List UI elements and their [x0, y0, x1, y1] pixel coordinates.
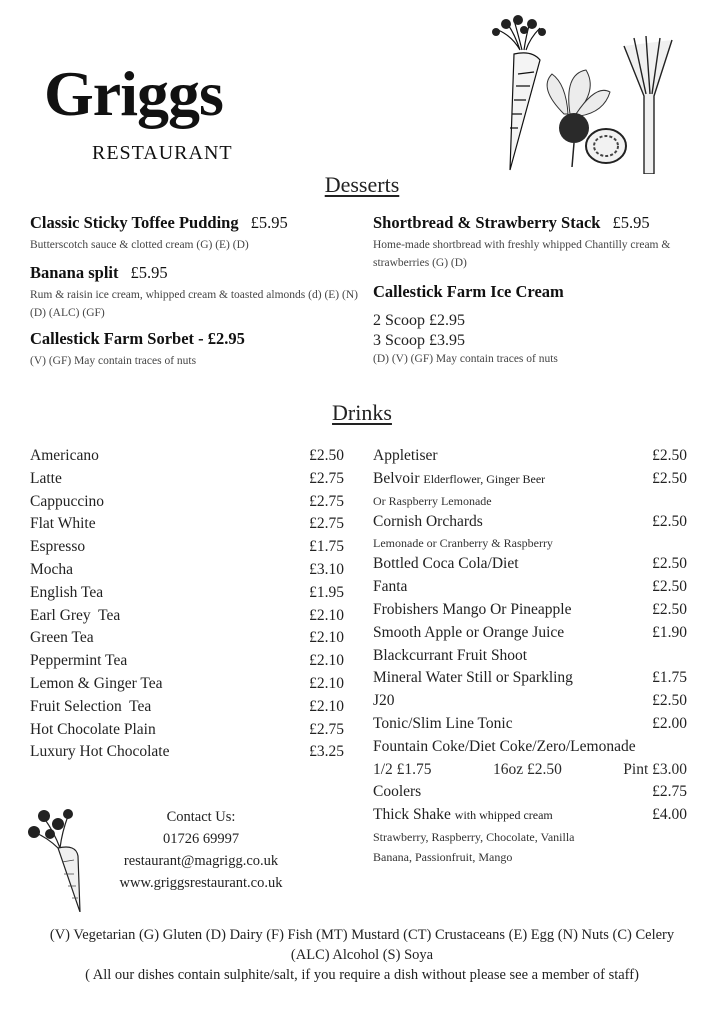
drink-row: Smooth Apple or Orange Juice £1.90	[373, 623, 687, 641]
drink-row: Bottled Coca Cola/Diet £2.50	[373, 555, 687, 573]
dessert-description: (V) (GF) May contain traces of nuts	[30, 355, 197, 367]
drink-row: Tonic/Slim Line Tonic £2.00	[373, 714, 687, 732]
allergen-key	[0, 925, 724, 985]
dessert-name: Callestick Farm Ice Cream	[373, 282, 564, 301]
drink-row: Flat White £2.75	[30, 515, 344, 533]
drink-row: Fruit Selection Tea £2.10	[30, 697, 344, 715]
drink-subtext: Banana, Passionfruit, Mango	[373, 849, 513, 864]
carrot-illustration-icon	[24, 804, 98, 912]
dessert-name: Callestick Farm Sorbet - £2.95	[30, 329, 245, 348]
drink-row: Luxury Hot Chocolate £3.25	[30, 743, 344, 761]
desserts-right-column	[373, 213, 703, 368]
drink-row: Fanta £2.50	[373, 578, 687, 596]
contact-email[interactable]: restaurant@magrigg.co.uk	[123, 853, 279, 869]
drink-row: Espresso £1.75	[30, 538, 344, 556]
drink-row: Hot Chocolate Plain £2.75	[30, 720, 344, 738]
drink-subtext: Lemonade or Cranberry & Raspberry	[373, 536, 553, 551]
contact-website[interactable]: www.griggsrestaurant.co.uk	[119, 875, 283, 891]
dessert-name: Shortbread & Strawberry Stack £5.95	[373, 213, 650, 232]
ice-cream-note: (D) (V) (GF) May contain traces of nuts	[373, 353, 558, 365]
drinks-right-column	[373, 445, 687, 867]
drink-row: Frobishers Mango Or Pineapple £2.50	[373, 600, 687, 618]
allergen-key-line-1: (V) Vegetarian (G) Gluten (D) Dairy (F) Fish (MT) Mustard (CT) Crustaceans (E) Egg (N) Nuts (C) Celery	[49, 927, 675, 943]
desserts-title: Desserts	[324, 172, 400, 197]
drink-row: Appletiser £2.50	[373, 447, 687, 464]
drink-subtext: Strawberry, Raspberry, Chocolate, Vanilla	[373, 829, 575, 844]
drink-row: Green Tea £2.10	[30, 629, 344, 647]
logo-title: Griggs	[44, 58, 223, 129]
contact-phone[interactable]: 01726 69997	[162, 831, 240, 847]
dessert-name: Banana split £5.95	[30, 263, 168, 282]
drinks-left-column	[30, 445, 344, 764]
drink-row: Latte £2.75	[30, 469, 344, 487]
drink-row: Blackcurrant Fruit Shoot	[373, 646, 528, 664]
contact-title: Contact Us:	[166, 809, 236, 825]
drink-row: Americano £2.50	[30, 447, 344, 464]
dessert-description: Butterscotch sauce & clotted cream (G) (E) (D)	[30, 239, 249, 251]
fountain-sizes: 1/2 £1.75 16oz £2.50 Pint £3.00	[373, 760, 687, 778]
drink-row: Earl Grey Tea £2.10	[30, 606, 344, 624]
drink-row: Thick Shake with whipped cream £4.00	[373, 806, 687, 824]
drink-row: Fountain Coke/Diet Coke/Zero/Lemonade	[373, 737, 636, 755]
dessert-description: Rum & raisin ice cream, whipped cream & toasted almonds (d) (E) (N) (D) (ALC) (GF)	[30, 289, 358, 319]
drink-row: Mineral Water Still or Sparkling £1.75	[373, 669, 687, 687]
drink-row: J20 £2.50	[373, 692, 687, 710]
drink-row: Lemon & Ginger Tea £2.10	[30, 674, 344, 692]
vegetables-illustration-icon	[484, 14, 674, 174]
dessert-description: Home-made shortbread with freshly whipped Chantilly cream & strawberries (G) (D)	[373, 239, 671, 269]
drink-row: Coolers £2.75	[373, 783, 687, 801]
drinks-title: Drinks	[332, 400, 392, 425]
dessert-name: Classic Sticky Toffee Pudding £5.95	[30, 213, 288, 232]
drink-subtext: Or Raspberry Lemonade	[373, 493, 492, 508]
logo-subtitle: RESTAURANT	[92, 142, 233, 164]
drink-row: Peppermint Tea £2.10	[30, 652, 344, 670]
allergen-key-line-2: (ALC) Alcohol (S) Soya	[290, 947, 434, 963]
drink-row: Cornish Orchards £2.50	[373, 512, 687, 530]
ice-cream-scoop-option: 2 Scoop £2.95	[373, 312, 465, 329]
sulphite-notice: ( All our dishes contain sulphite/salt, if you require a dish without please see a member of staff)	[85, 967, 639, 983]
drink-row: English Tea £1.95	[30, 583, 344, 601]
contact-block	[100, 806, 302, 894]
desserts-left-column	[30, 213, 360, 370]
ice-cream-scoop-option: 3 Scoop £3.95	[373, 332, 465, 349]
drink-row: Mocha £3.10	[30, 560, 344, 578]
drink-row: Cappuccino £2.75	[30, 492, 344, 510]
drink-row: Belvoir Elderflower, Ginger Beer £2.50	[373, 469, 687, 487]
